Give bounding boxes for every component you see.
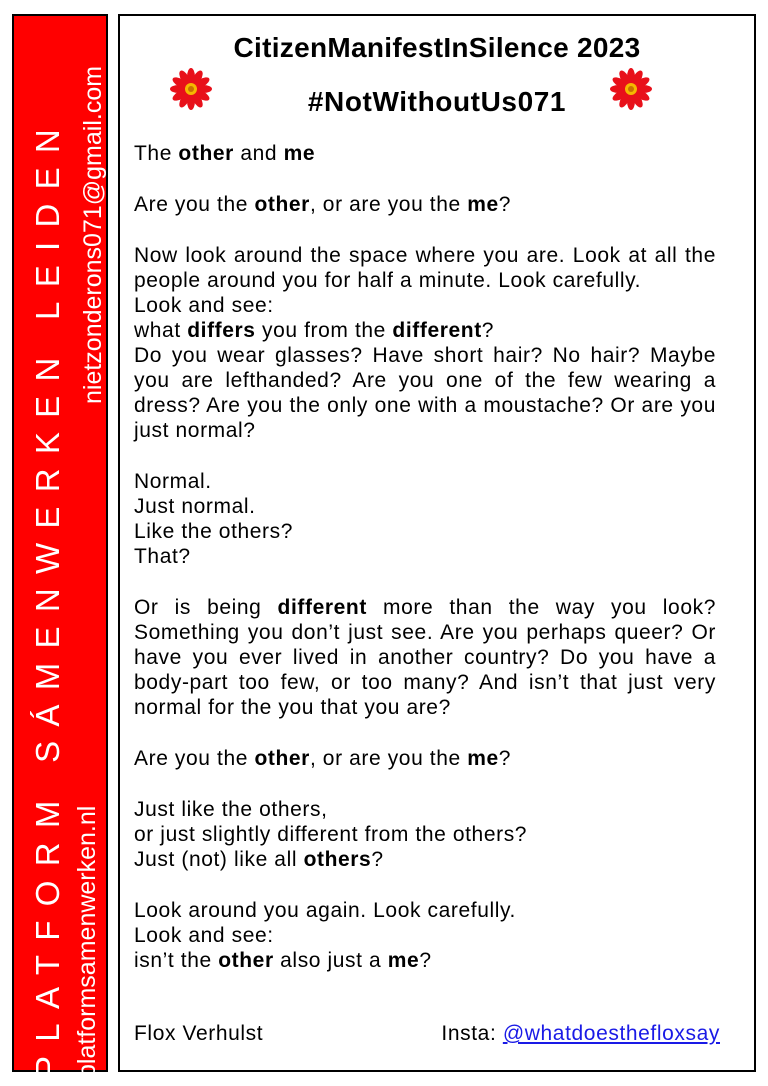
text: ? bbox=[419, 949, 432, 972]
manifest-body bbox=[134, 141, 716, 999]
text-line: Look and see: bbox=[134, 294, 274, 317]
text: what bbox=[134, 319, 188, 342]
text-line: Just normal. bbox=[134, 495, 256, 518]
text: isn’t the bbox=[134, 949, 219, 972]
text: more than the way you look? Something you don’t just see. Are you perhaps queer? Or have you ever lived in another country? Do you have a body-part too few, or too many? And isn’t that just very normal for the you that you are? bbox=[134, 596, 716, 719]
emphasis: different bbox=[392, 319, 482, 342]
text-line: Now look around the space where you are. Look at all the people around you for half a minute. Look carefully. bbox=[134, 244, 716, 292]
paragraph-heading bbox=[134, 141, 716, 166]
text: Or is being bbox=[134, 596, 278, 619]
sidebar-website: platformsamenwerken.nl bbox=[73, 805, 101, 1078]
text-line bbox=[134, 948, 716, 973]
text-line: Like the others? bbox=[134, 520, 294, 543]
emphasis: different bbox=[277, 596, 367, 619]
emphasis: other bbox=[218, 949, 274, 972]
instagram-credit bbox=[441, 1022, 720, 1046]
emphasis: me bbox=[387, 949, 420, 972]
emphasis: differs bbox=[187, 319, 256, 342]
text: Are you the bbox=[134, 747, 255, 770]
text-line: Just like the others, bbox=[134, 798, 328, 821]
text-line bbox=[134, 847, 716, 872]
text: Just (not) like all bbox=[134, 848, 304, 871]
paragraph-question-repeat bbox=[134, 746, 716, 771]
text: ? bbox=[481, 319, 495, 342]
text: , or are you the bbox=[309, 193, 468, 216]
emphasis: other bbox=[178, 142, 234, 165]
text: also just a bbox=[273, 949, 388, 972]
manifest-panel bbox=[118, 14, 756, 1072]
text-line: Look and see: bbox=[134, 924, 274, 947]
paragraph-others bbox=[134, 797, 716, 872]
emphasis: other bbox=[254, 747, 310, 770]
red-flower-icon bbox=[610, 68, 652, 110]
text-line: Do you wear glasses? Have short hair? No hair? Maybe you are lefthanded? Are you one of the few wearing a dress? Are you the only one with a moustache? Or are you just normal? bbox=[134, 344, 716, 442]
text: ? bbox=[498, 193, 512, 216]
sidebar-banner bbox=[12, 14, 108, 1078]
emphasis: me bbox=[467, 747, 499, 770]
emphasis: others bbox=[303, 848, 372, 871]
text: and bbox=[233, 142, 284, 165]
emphasis: me bbox=[283, 142, 316, 165]
page-title: CitizenManifestInSilence 2023 bbox=[233, 32, 641, 63]
paragraph-closing bbox=[134, 898, 716, 973]
paragraph-look-around bbox=[134, 243, 716, 443]
emphasis: me bbox=[467, 193, 499, 216]
paragraph-question bbox=[134, 192, 716, 217]
instagram-link[interactable]: @whatdoesthefloxsay bbox=[502, 1022, 720, 1045]
sidebar-org-name: PLATFORM SÁMENWERKEN LEIDEN bbox=[29, 114, 66, 1078]
text: ? bbox=[371, 848, 384, 871]
text-line: or just slightly different from the others? bbox=[134, 823, 528, 846]
author-name: Flox Verhulst bbox=[134, 1022, 264, 1045]
insta-label: Insta: bbox=[441, 1022, 503, 1045]
text-line: Normal. bbox=[134, 470, 212, 493]
paragraph-different bbox=[134, 595, 716, 720]
text-line bbox=[134, 318, 716, 343]
hashtag-title: #NotWithoutUs071 bbox=[307, 86, 567, 117]
paragraph-normal bbox=[134, 469, 716, 569]
text-line: Look around you again. Look carefully. bbox=[134, 899, 516, 922]
sidebar-email: nietzonderons071@gmail.com bbox=[79, 65, 107, 404]
text-line: That? bbox=[134, 545, 191, 568]
text: ? bbox=[498, 747, 512, 770]
text: you from the bbox=[255, 319, 393, 342]
emphasis: other bbox=[254, 193, 310, 216]
text: The bbox=[134, 142, 179, 165]
text: , or are you the bbox=[309, 747, 468, 770]
text: Are you the bbox=[134, 193, 255, 216]
